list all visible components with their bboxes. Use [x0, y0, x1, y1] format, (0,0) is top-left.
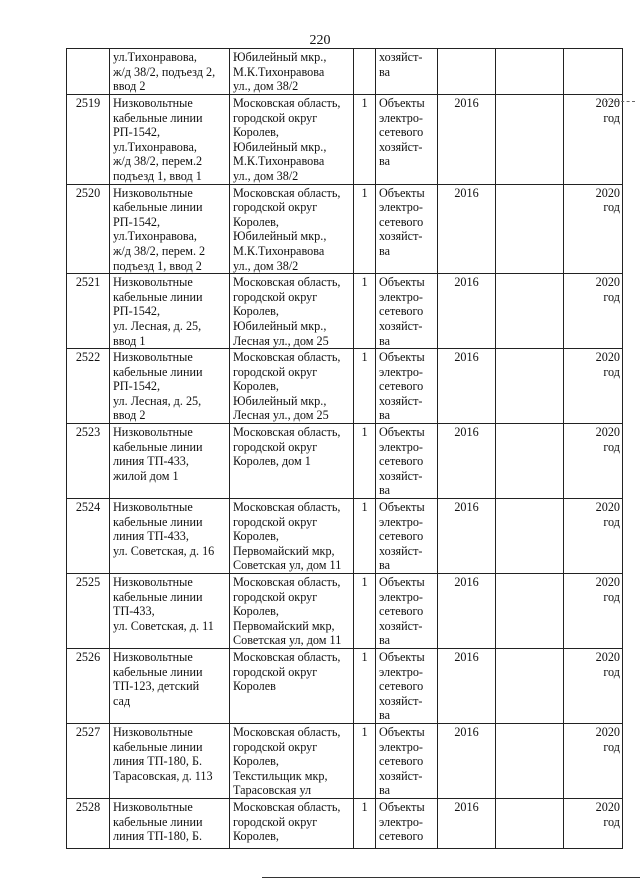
name-line: сад [113, 693, 131, 708]
name-line: ж/д 38/2, подъезд 2, [113, 64, 216, 79]
cell-blank [496, 574, 564, 649]
table-row [67, 349, 623, 424]
table-body [67, 49, 623, 849]
address-line: городской округ [233, 814, 318, 829]
category-line: хозяйст- [379, 468, 423, 483]
cell-number: 2528 [67, 798, 110, 848]
cell-quantity: 1 [354, 648, 376, 723]
name-line: Низковольтные [113, 575, 193, 589]
name-line: кабельные линии [113, 814, 203, 829]
cell-end-year [564, 184, 623, 274]
address-line: Королев, [233, 529, 279, 544]
category-line: сетевого [379, 679, 424, 694]
cell-blank [496, 49, 564, 95]
category-line: ва [379, 408, 391, 423]
address-line: Юбилейный мкр., [233, 50, 327, 64]
name-line: Низковольтные [113, 275, 193, 290]
address-line: Юбилейный мкр., [233, 139, 327, 154]
cell-blank [496, 723, 564, 798]
address-line: Юбилейный мкр., [233, 229, 327, 244]
address-line: городской округ [233, 514, 318, 529]
cell-category [376, 574, 438, 649]
cell-year: 2016 [438, 798, 496, 848]
address-line: М.К.Тихонравова [233, 154, 325, 169]
category-line: Объекты [379, 724, 425, 739]
cell-blank [496, 95, 564, 185]
address-line: городской округ [233, 364, 318, 379]
cell-blank [496, 798, 564, 848]
category-line: хозяйст- [379, 693, 423, 708]
cell-address [230, 798, 354, 848]
name-line: Тарасовская, д. 113 [113, 768, 213, 783]
name-line: кабельные линии [113, 514, 203, 529]
table-row [67, 424, 623, 499]
name-line: кабельные линии [113, 439, 203, 454]
category-line: электро- [379, 289, 423, 304]
category-line: Объекты [379, 275, 425, 290]
cell-quantity: 1 [354, 424, 376, 499]
cell-year [438, 49, 496, 95]
name-line: линия ТП-433, [113, 454, 189, 469]
cell-end-year [564, 648, 623, 723]
category-line: Объекты [379, 575, 425, 589]
category-line: ва [379, 154, 391, 169]
category-line: электро- [379, 514, 423, 529]
address-line: Московская область, [233, 724, 341, 739]
address-line: Текстильщик мкр, [233, 768, 328, 783]
address-line: Московская область, [233, 799, 341, 814]
cell-address [230, 499, 354, 574]
category-line: хозяйст- [379, 618, 423, 633]
category-line: ва [379, 483, 391, 498]
name-line: ул. Советская, д. 11 [113, 618, 214, 633]
category-line: сетевого [379, 379, 424, 394]
end-year-line: год [603, 439, 620, 454]
cell-address [230, 184, 354, 274]
category-line: сетевого [379, 214, 424, 229]
end-year-line: год [603, 200, 620, 215]
cell-year: 2016 [438, 648, 496, 723]
registry-table [66, 48, 623, 849]
category-line: ва [379, 708, 391, 723]
category-line: Объекты [379, 649, 425, 664]
category-line: Объекты [379, 500, 425, 515]
cell-category [376, 798, 438, 848]
table-row [67, 184, 623, 274]
end-year-line: 2020 [595, 350, 620, 365]
cell-blank [496, 184, 564, 274]
cell-category [376, 274, 438, 349]
address-line: Лесная ул., дом 25 [233, 333, 329, 348]
end-year-line: 2020 [595, 500, 620, 515]
category-line: ва [379, 558, 391, 573]
name-line: Низковольтные [113, 500, 193, 515]
address-line: Советская ул, дом 11 [233, 633, 342, 648]
category-line: ва [379, 64, 391, 79]
cell-year: 2016 [438, 499, 496, 574]
end-year-line: 2020 [595, 724, 620, 739]
end-year-line: год [603, 514, 620, 529]
name-line: ж/д 38/2, перем. 2 [113, 243, 206, 258]
name-line: линия ТП-433, [113, 529, 189, 544]
address-line: городской округ [233, 289, 318, 304]
category-line: Объекты [379, 185, 425, 200]
end-year-line: 2020 [595, 275, 620, 290]
name-line: Низковольтные [113, 96, 193, 110]
address-line: Королев, дом 1 [233, 454, 311, 469]
name-line: Низковольтные [113, 799, 193, 814]
name-line: ул.Тихонравова, [113, 229, 197, 244]
cell-number: 2523 [67, 424, 110, 499]
cell-quantity: 1 [354, 574, 376, 649]
cell-object-name [110, 424, 230, 499]
category-line: ва [379, 783, 391, 798]
cell-quantity [354, 49, 376, 95]
name-line: жилой дом 1 [113, 468, 179, 483]
address-line: Московская область, [233, 425, 341, 440]
cell-address [230, 49, 354, 95]
cell-year: 2016 [438, 424, 496, 499]
end-year-line: 2020 [595, 799, 620, 814]
end-year-line: 2020 [595, 185, 620, 200]
cell-blank [496, 499, 564, 574]
name-line: Низковольтные [113, 649, 193, 664]
cell-year: 2016 [438, 574, 496, 649]
cell-category [376, 349, 438, 424]
cell-end-year [564, 424, 623, 499]
category-line: Объекты [379, 799, 425, 814]
bottom-rule-line [262, 877, 640, 878]
table-row [67, 723, 623, 798]
address-line: Московская область, [233, 275, 341, 290]
name-line: ул. Лесная, д. 25, [113, 393, 202, 408]
cell-end-year [564, 798, 623, 848]
table-row [67, 95, 623, 185]
category-line: хозяйст- [379, 768, 423, 783]
cell-address [230, 349, 354, 424]
address-line: ул., дом 38/2 [233, 79, 299, 94]
category-line: электро- [379, 589, 423, 604]
cell-end-year [564, 49, 623, 95]
cell-end-year [564, 274, 623, 349]
cell-category [376, 499, 438, 574]
cell-quantity: 1 [354, 723, 376, 798]
name-line: кабельные линии [113, 200, 203, 215]
name-line: кабельные линии [113, 664, 203, 679]
cell-category [376, 723, 438, 798]
name-line: ввод 1 [113, 333, 146, 348]
cell-blank [496, 349, 564, 424]
cell-number: 2527 [67, 723, 110, 798]
name-line: ввод 2 [113, 79, 146, 94]
address-line: Московская область, [233, 350, 341, 365]
cell-year: 2016 [438, 274, 496, 349]
address-line: Московская область, [233, 649, 341, 664]
cell-object-name [110, 49, 230, 95]
category-line: сетевого [379, 829, 424, 844]
name-line: РП-1542, [113, 214, 161, 229]
end-year-line: год [603, 589, 620, 604]
category-line: сетевого [379, 125, 424, 140]
cell-blank [496, 648, 564, 723]
name-line: Низковольтные [113, 724, 193, 739]
category-line: электро- [379, 739, 423, 754]
name-line: ввод 2 [113, 408, 146, 423]
cell-end-year [564, 349, 623, 424]
cell-address [230, 723, 354, 798]
cell-quantity: 1 [354, 95, 376, 185]
address-line: Первомайский мкр, [233, 618, 335, 633]
cell-year: 2016 [438, 95, 496, 185]
name-line: линия ТП-180, Б. [113, 754, 203, 769]
cell-end-year [564, 95, 623, 185]
name-line: Низковольтные [113, 425, 193, 440]
cell-quantity: 1 [354, 184, 376, 274]
cell-year: 2016 [438, 723, 496, 798]
address-line: городской округ [233, 589, 318, 604]
category-line: сетевого [379, 604, 424, 619]
cell-object-name [110, 723, 230, 798]
cell-object-name [110, 274, 230, 349]
continuation-row [67, 49, 623, 95]
category-line: хозяйст- [379, 318, 423, 333]
address-line: Первомайский мкр, [233, 543, 335, 558]
name-line: кабельные линии [113, 739, 203, 754]
name-line: ТП-123, детский [113, 679, 200, 694]
address-line: Юбилейный мкр., [233, 393, 327, 408]
cell-number [67, 49, 110, 95]
cell-blank [496, 274, 564, 349]
name-line: кабельные линии [113, 289, 203, 304]
cell-number: 2525 [67, 574, 110, 649]
category-line: сетевого [379, 304, 424, 319]
address-line: Королев, [233, 214, 279, 229]
category-line: хозяйст- [379, 393, 423, 408]
name-line: кабельные линии [113, 589, 203, 604]
address-line: городской округ [233, 200, 318, 215]
address-line: городской округ [233, 439, 318, 454]
end-year-line: 2020 [595, 96, 620, 110]
table-row [67, 574, 623, 649]
address-line: Юбилейный мкр., [233, 318, 327, 333]
cell-address [230, 574, 354, 649]
cell-number: 2519 [67, 95, 110, 185]
address-line: городской округ [233, 739, 318, 754]
address-line: городской округ [233, 110, 318, 125]
category-line: хозяйст- [379, 50, 423, 64]
end-year-line: год [603, 110, 620, 125]
end-year-line: год [603, 289, 620, 304]
cell-year: 2016 [438, 349, 496, 424]
cell-category [376, 424, 438, 499]
cell-address [230, 648, 354, 723]
cell-category [376, 49, 438, 95]
address-line: ул., дом 38/2 [233, 258, 299, 273]
address-line: Московская область, [233, 96, 341, 110]
cell-number: 2520 [67, 184, 110, 274]
cell-address [230, 424, 354, 499]
address-line: Королев, [233, 304, 279, 319]
category-line: ва [379, 333, 391, 348]
table-row [67, 798, 623, 848]
category-line: Объекты [379, 350, 425, 365]
cell-number: 2524 [67, 499, 110, 574]
cell-object-name [110, 499, 230, 574]
address-line: М.К.Тихонравова [233, 64, 325, 79]
address-line: Московская область, [233, 185, 341, 200]
cell-object-name [110, 349, 230, 424]
cell-object-name [110, 184, 230, 274]
cell-quantity: 1 [354, 274, 376, 349]
cell-end-year [564, 499, 623, 574]
cell-category [376, 648, 438, 723]
name-line: РП-1542, [113, 379, 161, 394]
name-line: Низковольтные [113, 185, 193, 200]
category-line: ва [379, 243, 391, 258]
name-line: ж/д 38/2, перем.2 [113, 154, 203, 169]
name-line: подъезд 1, ввод 2 [113, 258, 202, 273]
name-line: Низковольтные [113, 350, 193, 365]
address-line: Королев, [233, 604, 279, 619]
address-line: Королев [233, 679, 276, 694]
name-line: ул.Тихонравова, [113, 139, 197, 154]
address-line: Тарасовская ул [233, 783, 312, 798]
address-line: М.К.Тихонравова [233, 243, 325, 258]
address-line: Лесная ул., дом 25 [233, 408, 329, 423]
table-row [67, 499, 623, 574]
end-year-line: 2020 [595, 649, 620, 664]
name-line: подъезд 1, ввод 1 [113, 168, 202, 183]
table-row [67, 648, 623, 723]
cell-quantity: 1 [354, 499, 376, 574]
name-line: ул.Тихонравова, [113, 50, 197, 64]
end-year-line: год [603, 739, 620, 754]
cell-object-name [110, 574, 230, 649]
category-line: электро- [379, 664, 423, 679]
category-line: электро- [379, 439, 423, 454]
category-line: сетевого [379, 754, 424, 769]
name-line: кабельные линии [113, 364, 203, 379]
cell-number: 2522 [67, 349, 110, 424]
category-line: хозяйст- [379, 543, 423, 558]
cell-object-name [110, 798, 230, 848]
name-line: ТП-433, [113, 604, 155, 619]
cell-object-name [110, 648, 230, 723]
address-line: Московская область, [233, 500, 341, 515]
cell-object-name [110, 95, 230, 185]
name-line: ул. Советская, д. 16 [113, 543, 215, 558]
end-year-line: год [603, 364, 620, 379]
cell-quantity: 1 [354, 349, 376, 424]
category-line: Объекты [379, 425, 425, 440]
category-line: хозяйст- [379, 229, 423, 244]
category-line: электро- [379, 364, 423, 379]
cell-blank [496, 424, 564, 499]
end-year-line: год [603, 814, 620, 829]
cell-quantity: 1 [354, 798, 376, 848]
end-year-line: 2020 [595, 575, 620, 589]
address-line: ул., дом 38/2 [233, 168, 299, 183]
edge-dash-marks [605, 101, 635, 102]
cell-number: 2521 [67, 274, 110, 349]
category-line: хозяйст- [379, 139, 423, 154]
table-row [67, 274, 623, 349]
address-line: Королев, [233, 829, 279, 844]
category-line: Объекты [379, 96, 425, 110]
address-line: Королев, [233, 125, 279, 140]
page-number: 220 [309, 33, 331, 48]
name-line: ул. Лесная, д. 25, [113, 318, 202, 333]
address-line: Московская область, [233, 575, 341, 589]
category-line: электро- [379, 814, 423, 829]
name-line: кабельные линии [113, 110, 203, 125]
cell-address [230, 274, 354, 349]
category-line: сетевого [379, 529, 424, 544]
category-line: сетевого [379, 454, 424, 469]
address-line: Королев, [233, 754, 279, 769]
cell-number: 2526 [67, 648, 110, 723]
name-line: линия ТП-180, Б. [113, 829, 203, 844]
address-line: Советская ул, дом 11 [233, 558, 342, 573]
cell-end-year [564, 723, 623, 798]
address-line: городской округ [233, 664, 318, 679]
end-year-line: 2020 [595, 425, 620, 440]
name-line: РП-1542, [113, 304, 161, 319]
cell-end-year [564, 574, 623, 649]
cell-category [376, 184, 438, 274]
cell-address [230, 95, 354, 185]
end-year-line: год [603, 664, 620, 679]
name-line: РП-1542, [113, 125, 161, 140]
category-line: ва [379, 633, 391, 648]
address-line: Королев, [233, 379, 279, 394]
cell-category [376, 95, 438, 185]
category-line: электро- [379, 200, 423, 215]
category-line: электро- [379, 110, 423, 125]
cell-year: 2016 [438, 184, 496, 274]
